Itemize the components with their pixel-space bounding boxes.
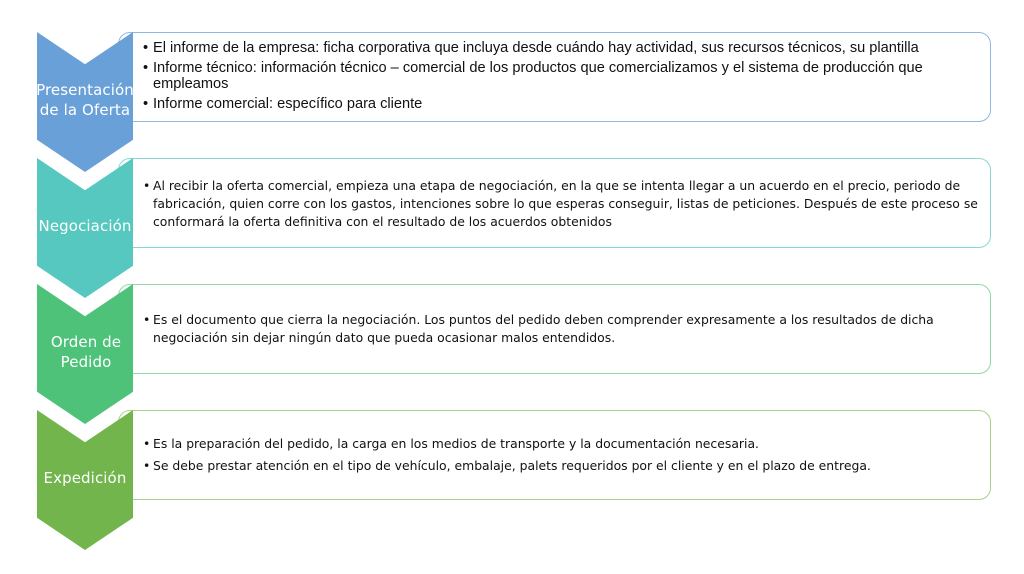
step-2-label: Negociación xyxy=(38,217,132,235)
step-3-label: Orden de Pedido xyxy=(50,333,122,371)
step-1-label: Presentación de la Oferta xyxy=(36,81,134,119)
step-1-description-box xyxy=(118,32,991,122)
step-2-bullet-list xyxy=(143,177,980,231)
step-4-bullet-2: • Se debe prestar atención en el tipo de vehículo, embalaje, palets requeridos por el cliente y en el plazo de entrega. xyxy=(143,457,980,475)
step-4-bullet-1: • Es la preparación del pedido, la carga en los medios de transporte y la documentación necesaria. xyxy=(143,435,980,453)
step-1-bullet-3: • Informe comercial: específico para cliente xyxy=(143,96,980,112)
step-3-description-box xyxy=(118,284,991,374)
step-2-bullet-1: • Al recibir la oferta comercial, empieza una etapa de negociación, en la que se intenta llegar a un acuerdo en el precio, periodo de fabricación, quien corre con los gastos, intenciones sobre lo que esperas conseguir, listas de peticiones. Después de este proceso se conformará la oferta definitiva con el resultado de los acuerdos obtenidos xyxy=(143,177,980,231)
step-1-bullet-1: • El informe de la empresa: ficha corporativa que incluya desde cuándo hay actividad, sus recursos técnicos, su plantilla xyxy=(143,40,980,56)
step-4-label: Expedición xyxy=(43,469,127,487)
step-1-bullet-list xyxy=(143,40,980,112)
step-4-description-box xyxy=(118,410,991,500)
step-4-bullet-list xyxy=(143,435,980,475)
step-3-bullet-list xyxy=(143,311,980,347)
step-2-description-box xyxy=(118,158,991,248)
step-1-bullet-2: • Informe técnico: información técnico – comercial de los productos que comercializamos y el sistema de producción que empleamos xyxy=(143,60,980,92)
step-3-bullet-1: • Es el documento que cierra la negociación. Los puntos del pedido deben comprender expresamente a los resultados de dicha negociación sin dejar ningún dato que pueda ocasionar malos entendidos. xyxy=(143,311,980,347)
